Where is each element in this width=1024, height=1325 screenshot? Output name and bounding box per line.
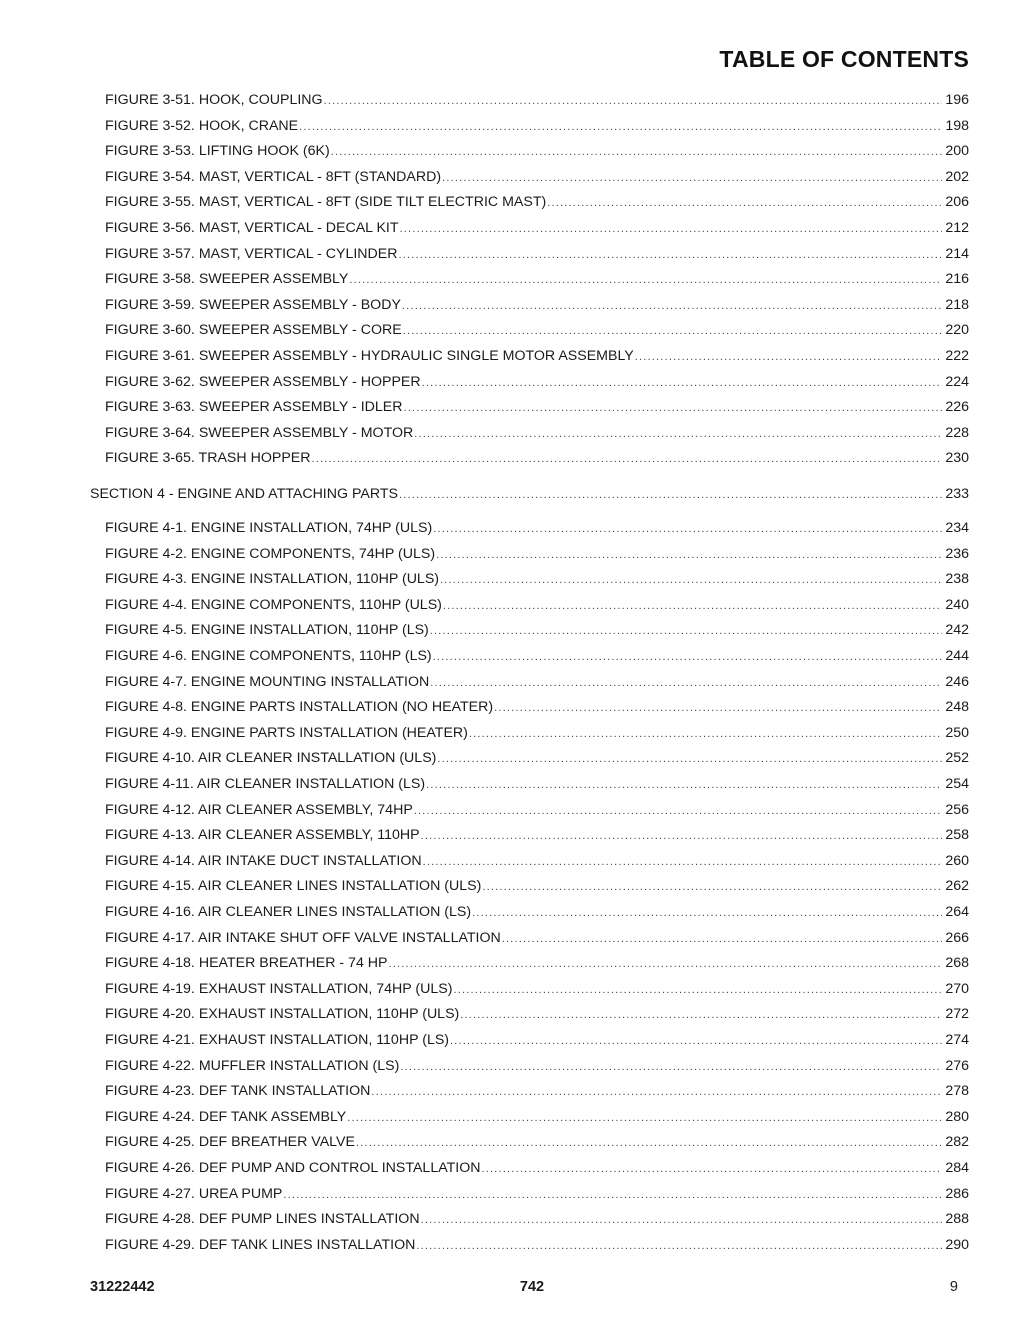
toc-entry-label: FIGURE 3-64. SWEEPER ASSEMBLY - MOTOR [105,425,414,441]
toc-entry-page: 270 [945,981,969,997]
toc-entry[interactable] [105,826,969,844]
toc-entry[interactable] [105,1185,969,1203]
toc-entry-page: 200 [945,143,969,159]
toc-entry[interactable] [105,321,969,339]
toc-entry-label: FIGURE 4-20. EXHAUST INSTALLATION, 110HP (ULS) [105,1006,460,1022]
toc-entry[interactable] [105,545,969,563]
toc-entry[interactable] [105,347,969,365]
dot-leader [299,118,942,136]
toc-entry[interactable] [105,775,969,793]
dot-leader [414,425,942,443]
toc-entry[interactable] [105,142,969,160]
toc-entry-page: 286 [945,1186,969,1202]
toc-entry-label: FIGURE 4-2. ENGINE COMPONENTS, 74HP (ULS) [105,546,436,562]
dot-leader [430,674,942,692]
dot-leader [472,904,942,922]
toc-section-label: SECTION 4 - ENGINE AND ATTACHING PARTS [90,486,398,502]
toc-entry-label: FIGURE 4-1. ENGINE INSTALLATION, 74HP (ULS) [105,520,433,536]
dot-leader [414,802,943,820]
toc-entry-label: FIGURE 4-11. AIR CLEANER INSTALLATION (LS) [105,776,426,792]
dot-leader [494,699,942,717]
toc-entry[interactable] [105,117,969,135]
toc-entry-label: FIGURE 4-18. HEATER BREATHER - 74 HP [105,955,388,971]
toc-entry-label: FIGURE 3-63. SWEEPER ASSEMBLY - IDLER [105,399,403,415]
toc-entry-page: 212 [945,220,969,236]
toc-entry-page: 244 [945,648,969,664]
toc-entry-page: 246 [945,674,969,690]
toc-entry[interactable] [105,219,969,237]
dot-leader [430,622,943,640]
toc-entry-label: FIGURE 4-29. DEF TANK LINES INSTALLATION [105,1237,416,1253]
footer-center-number: 742 [519,1279,545,1295]
toc-entry[interactable] [105,373,969,391]
toc-entry[interactable] [105,621,969,639]
toc-entry[interactable] [105,91,969,109]
toc-entry-label: FIGURE 4-25. DEF BREATHER VALVE [105,1134,355,1150]
toc-entry-page: 250 [945,725,969,741]
dot-leader [482,878,942,896]
toc-entry-label: FIGURE 4-7. ENGINE MOUNTING INSTALLATION [105,674,430,690]
dot-leader [421,1211,943,1229]
toc-entry-page: 240 [945,597,969,613]
toc-entry-page: 262 [945,878,969,894]
toc-entry[interactable] [105,270,969,288]
dot-leader [443,597,942,615]
toc-entry-page: 274 [945,1032,969,1048]
toc-entry-label: FIGURE 3-61. SWEEPER ASSEMBLY - HYDRAULIC SINGLE MOTOR ASSEMBLY [105,348,634,364]
dot-leader [423,853,943,871]
toc-entry[interactable] [105,1082,969,1100]
toc-entry-page: 222 [945,348,969,364]
toc-entry[interactable] [105,245,969,263]
toc-entry-label: FIGURE 4-19. EXHAUST INSTALLATION, 74HP (ULS) [105,981,453,997]
dot-leader [347,1109,942,1127]
toc-entry-page: 282 [945,1134,969,1150]
toc-entry[interactable] [105,749,969,767]
toc-entry-label: FIGURE 4-13. AIR CLEANER ASSEMBLY, 110HP [105,827,420,843]
toc-entry-page: 224 [945,374,969,390]
dot-leader [453,981,942,999]
dot-leader [349,271,942,289]
toc-entry-page: 228 [945,425,969,441]
toc-entry-label: FIGURE 3-59. SWEEPER ASSEMBLY - BODY [105,297,401,313]
toc-entry[interactable] [105,929,969,947]
toc-section-page: 233 [945,486,969,502]
toc-entry-page: 254 [945,776,969,792]
toc-entry[interactable] [105,1133,969,1151]
toc-entry-label: FIGURE 4-14. AIR INTAKE DUCT INSTALLATION [105,853,422,869]
toc-entry[interactable] [105,596,969,614]
dot-leader [436,546,942,564]
toc-entry-page: 238 [945,571,969,587]
page-title: TABLE OF CONTENTS [719,46,969,72]
toc-entry-label: FIGURE 4-6. ENGINE COMPONENTS, 110HP (LS) [105,648,432,664]
dot-leader [440,571,942,589]
toc-section-entry[interactable] [90,485,969,503]
toc-entry[interactable] [105,1005,969,1023]
toc-entry-page: 226 [945,399,969,415]
toc-entry-label: FIGURE 4-4. ENGINE COMPONENTS, 110HP (ULS) [105,597,442,613]
toc-entry-page: 218 [945,297,969,313]
toc-entry[interactable] [105,980,969,998]
toc-entry-label: FIGURE 3-55. MAST, VERTICAL - 8FT (SIDE TILT ELECTRIC MAST) [105,194,547,210]
toc-entry[interactable] [105,1031,969,1049]
dot-leader [400,220,943,238]
dot-leader [312,450,943,468]
toc-entry-label: FIGURE 4-24. DEF TANK ASSEMBLY [105,1109,347,1125]
dot-leader [482,1160,943,1178]
toc-entry-label: FIGURE 3-56. MAST, VERTICAL - DECAL KIT [105,220,399,236]
dot-leader [398,246,942,264]
dot-leader [356,1134,942,1152]
toc-entry-page: 220 [945,322,969,338]
toc-entry[interactable] [105,1236,969,1254]
toc-entry-page: 280 [945,1109,969,1125]
dot-leader [399,486,942,504]
toc-entry-label: FIGURE 4-15. AIR CLEANER LINES INSTALLATION (ULS) [105,878,482,894]
toc-entry[interactable] [105,877,969,895]
toc-entry[interactable] [105,449,969,467]
toc-entry-label: FIGURE 3-58. SWEEPER ASSEMBLY [105,271,349,287]
toc-entry[interactable] [105,954,969,972]
toc-entry-page: 216 [945,271,969,287]
dot-leader [371,1083,942,1101]
dot-leader [421,827,943,845]
dot-leader [422,374,943,392]
toc-entry[interactable] [105,519,969,537]
dot-leader [547,194,942,212]
toc-entry-label: FIGURE 3-54. MAST, VERTICAL - 8FT (STANDARD) [105,169,442,185]
toc-entry-page: 252 [945,750,969,766]
toc-entry-label: FIGURE 4-27. UREA PUMP [105,1186,283,1202]
toc-entry-page: 234 [945,520,969,536]
toc-entry-label: FIGURE 4-21. EXHAUST INSTALLATION, 110HP (LS) [105,1032,450,1048]
toc-entry-label: FIGURE 3-52. HOOK, CRANE [105,118,299,134]
toc-entry-page: 266 [945,930,969,946]
toc-entry-label: FIGURE 3-62. SWEEPER ASSEMBLY - HOPPER [105,374,421,390]
toc-entry-page: 268 [945,955,969,971]
toc-entry-page: 236 [945,546,969,562]
toc-entry-label: FIGURE 4-28. DEF PUMP LINES INSTALLATION [105,1211,420,1227]
toc-entry[interactable] [105,296,969,314]
toc-entry-label: FIGURE 3-65. TRASH HOPPER [105,450,311,466]
dot-leader [502,930,943,948]
toc-entry[interactable] [105,852,969,870]
toc-entry[interactable] [105,724,969,742]
toc-entry[interactable] [105,168,969,186]
toc-entry-label: FIGURE 4-3. ENGINE INSTALLATION, 110HP (ULS) [105,571,440,587]
dot-leader [404,399,943,417]
dot-leader [403,322,943,340]
toc-entry-page: 276 [945,1058,969,1074]
dot-leader [433,520,942,538]
toc-entry-page: 248 [945,699,969,715]
toc-entry-page: 230 [945,450,969,466]
toc-entry[interactable] [105,398,969,416]
toc-entry-page: 290 [945,1237,969,1253]
toc-entry-label: FIGURE 4-10. AIR CLEANER INSTALLATION (ULS) [105,750,437,766]
toc-entry-page: 206 [945,194,969,210]
toc-entry[interactable] [105,1210,969,1228]
toc-entry-page: 196 [945,92,969,108]
toc-entry-label: FIGURE 4-12. AIR CLEANER ASSEMBLY, 74HP [105,802,413,818]
toc-entry[interactable] [105,903,969,921]
toc-entry-label: FIGURE 4-26. DEF PUMP AND CONTROL INSTALLATION [105,1160,481,1176]
toc-entry-label: FIGURE 4-8. ENGINE PARTS INSTALLATION (NO HEATER) [105,699,494,715]
dot-leader [389,955,943,973]
toc-entry-page: 256 [945,802,969,818]
toc-entry-page: 288 [945,1211,969,1227]
toc-entry[interactable] [105,570,969,588]
footer-doc-number: 31222442 [90,1279,155,1295]
dot-leader [437,750,942,768]
dot-leader [331,143,943,161]
dot-leader [450,1032,942,1050]
toc-entry-label: FIGURE 4-9. ENGINE PARTS INSTALLATION (HEATER) [105,725,468,741]
toc-entry-page: 260 [945,853,969,869]
toc-entry-page: 284 [945,1160,969,1176]
toc-entry[interactable] [105,1108,969,1126]
dot-leader [426,776,942,794]
toc-entry-page: 278 [945,1083,969,1099]
toc-entry-page: 214 [945,246,969,262]
dot-leader [460,1006,942,1024]
dot-leader [635,348,943,366]
toc-entry[interactable] [105,1159,969,1177]
toc-entry-label: FIGURE 4-17. AIR INTAKE SHUT OFF VALVE INSTALLATION [105,930,501,946]
toc-entry[interactable] [105,1057,969,1075]
toc-entry[interactable] [105,424,969,442]
dot-leader [324,92,943,110]
dot-leader [400,1058,942,1076]
toc-entry-label: FIGURE 3-53. LIFTING HOOK (6K) [105,143,330,159]
toc-entry-label: FIGURE 4-16. AIR CLEANER LINES INSTALLATION (LS) [105,904,472,920]
toc-entry-page: 272 [945,1006,969,1022]
toc-entry[interactable] [105,193,969,211]
dot-leader [433,648,943,666]
dot-leader [402,297,942,315]
toc-entry-label: FIGURE 3-60. SWEEPER ASSEMBLY - CORE [105,322,402,338]
dot-leader [283,1186,942,1204]
toc-entry-label: FIGURE 3-57. MAST, VERTICAL - CYLINDER [105,246,398,262]
toc-entry-page: 258 [945,827,969,843]
toc-entry-page: 264 [945,904,969,920]
toc-entry-label: FIGURE 4-22. MUFFLER INSTALLATION (LS) [105,1058,400,1074]
toc-entry-page: 198 [945,118,969,134]
dot-leader [416,1237,942,1255]
toc-entry[interactable] [105,673,969,691]
toc-entry-label: FIGURE 4-23. DEF TANK INSTALLATION [105,1083,371,1099]
toc-entry-label: FIGURE 4-5. ENGINE INSTALLATION, 110HP (LS) [105,622,429,638]
dot-leader [442,169,942,187]
dot-leader [469,725,942,743]
footer-page-number: 9 [949,1279,958,1295]
toc-entry-page: 202 [945,169,969,185]
toc-entry[interactable] [105,698,969,716]
toc-entry[interactable] [105,647,969,665]
toc-entry-label: FIGURE 3-51. HOOK, COUPLING [105,92,323,108]
toc-entry[interactable] [105,801,969,819]
toc-entry-page: 242 [945,622,969,638]
